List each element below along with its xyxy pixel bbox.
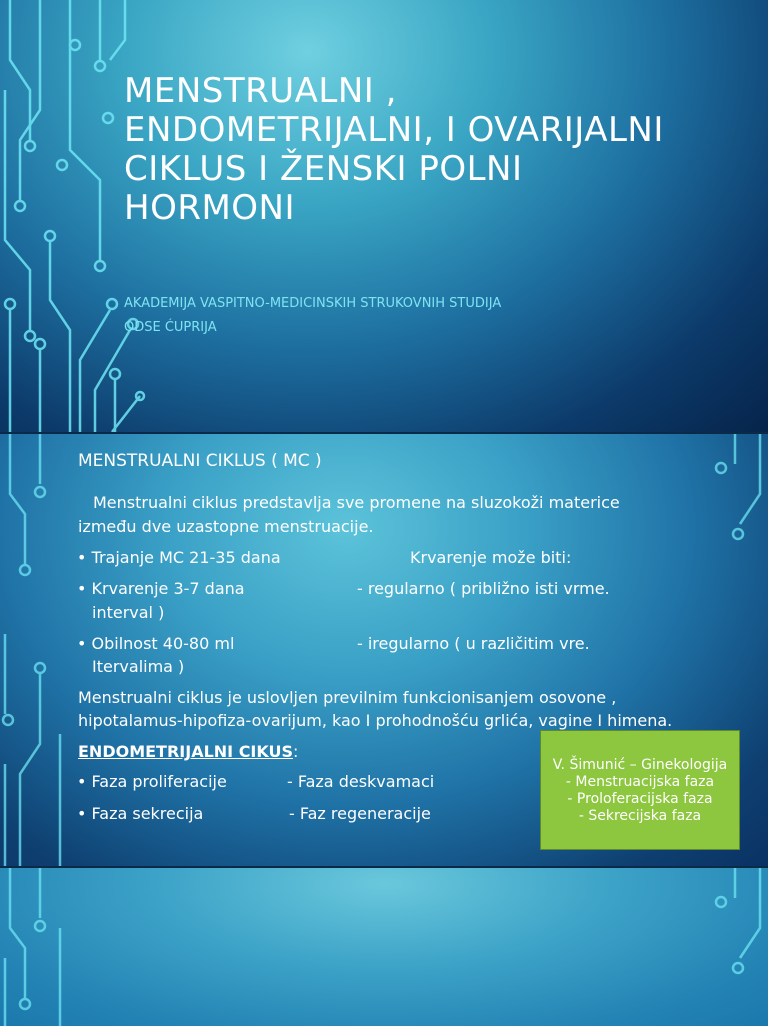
phase-item: - Faza deskvamaci xyxy=(287,772,435,791)
phase-item: - Faz regeneracije xyxy=(289,804,431,823)
phases-slide xyxy=(0,868,768,1026)
bullet-item: • Trajanje MC 21-35 dana xyxy=(77,548,281,567)
endometrial-heading xyxy=(78,740,298,763)
institution-name: AKADEMIJA VASPITNO-MEDICINSKIH STRUKOVNIH STUDIJA xyxy=(124,296,502,311)
circuit-decoration xyxy=(0,868,768,1026)
bullet-item: • Obilnost 40-80 ml xyxy=(77,634,235,653)
reference-line: V. Šimunić – Ginekologija xyxy=(552,757,728,773)
endometrial-heading-label: ENDOMETRIJALNI CIKUS xyxy=(78,742,294,761)
phase-item: • Faza proliferacije xyxy=(77,772,227,791)
intro-line: između dve uzastopne menstruacije. xyxy=(78,517,374,536)
paragraph-line: Menstrualni ciklus je uslovljen previlnim funkcionisanjem osovone , xyxy=(78,688,617,707)
bleeding-item: - regularno ( približno isti vrme. xyxy=(357,579,610,598)
bleeding-title: Krvarenje može biti: xyxy=(410,548,572,567)
reference-box xyxy=(540,730,740,850)
bullet-item-cont: Itervalima ) xyxy=(92,657,185,676)
title-line: CIKLUS I ŽENSKI POLNI xyxy=(124,149,523,189)
bullet-item-cont: interval ) xyxy=(92,603,165,622)
reference-line: - Proloferacijska faza xyxy=(567,791,713,807)
reference-line: - Menstruacijska faza xyxy=(565,774,715,790)
title-line: MENSTRUALNI , xyxy=(124,71,397,111)
title-line: ENDOMETRIJALNI, I OVARIJALNI xyxy=(124,110,664,150)
slide-heading: MENSTRUALNI CIKLUS ( MC ) xyxy=(78,451,322,471)
bullet-item: • Krvarenje 3-7 dana xyxy=(77,579,245,598)
reference-line: - Sekrecijska faza xyxy=(578,808,702,824)
department-name: ODSE ĆUPRIJA xyxy=(124,320,217,335)
heading-colon: : xyxy=(293,742,299,761)
phase-item: • Faza sekrecija xyxy=(77,804,204,823)
title-line: HORMONI xyxy=(124,188,296,228)
bleeding-item: - iregularno ( u različitim vre. xyxy=(357,634,590,653)
paragraph-line: hipotalamus-hipofiza-ovarijum, kao I prohodnošću grlića, vagine I himena. xyxy=(78,711,673,730)
intro-line: Menstrualni ciklus predstavlja sve promene na sluzokoži materice xyxy=(93,493,620,512)
